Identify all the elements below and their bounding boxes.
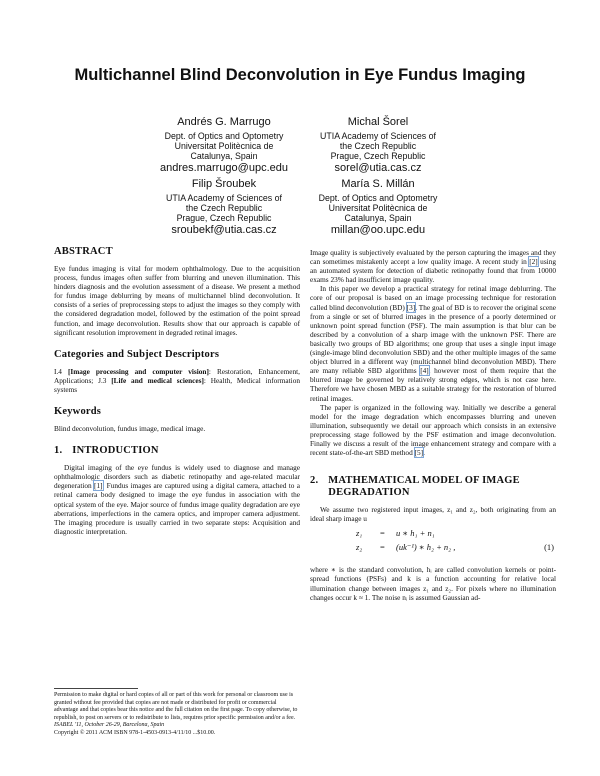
equation-rhs: (uk⁻¹) ∗ h₂ + n₂ , <box>396 542 456 553</box>
equation-rhs: u ∗ h₁ + n₁ <box>396 528 435 539</box>
citation-link[interactable]: [5] <box>414 448 424 458</box>
equation-equals: = <box>380 542 385 553</box>
section-number: 1. <box>54 445 63 457</box>
abstract-heading: ABSTRACT <box>54 246 113 257</box>
category-bold: [Life and medical sciences] <box>111 375 204 385</box>
section-title: MATHEMATICAL MODEL OF IMAGE DEGRADATION <box>328 475 520 499</box>
section-2-paragraph: where ∗ is the standard convolution, hᵢ are called convolution kernels or point-spread functions (PSFs) and k is a function accounting for relative local illumination change between images z₁ and z₂. For pixels where no illumination changes occur k ≈ 1. The noise nᵢ is assumed Gaussian ad- <box>310 565 556 602</box>
author-email: andres.marrugo@upc.edu <box>160 161 288 174</box>
citation-link[interactable]: [4] <box>420 366 429 376</box>
keywords-text: Blind deconvolution, fundus image, medical image. <box>54 424 206 434</box>
equation-equals: = <box>380 528 385 539</box>
category-code: I.4 <box>54 366 68 376</box>
section-2-heading <box>310 475 556 499</box>
equation-lhs: z₁ <box>356 528 363 539</box>
footnote-copyright: Copyright © 2011 ACM ISBN 978-1-4503-0913-4/11/10 ...$10.00. <box>54 729 216 736</box>
text-run: . Fundus images are captured using a digital camera, attached to a retinal camera body designed to image the eye fundus in association with the optical system of the eye. Major source of fundus image quality degradation are eye aberrations, imperfections in the camera optics, and improper camera adjustment. The imaging procedure is usually carried in two separate steps: Acquisition and diagnostic interpretation. <box>54 481 300 536</box>
text-run: Image quality is subjectively evaluated by the person capturing the images and they can sometimes mistakenly accept a low quality image. A recent study in <box>310 248 556 267</box>
equation-1 <box>310 529 556 559</box>
footnote-permission: Permission to make digital or hard copies of all or part of this work for personal or classroom use is granted without fee provided that copies are not made or distributed for profit or commercial advantage and that copies bear this notice and the full citation on the first page. To copy otherwise, to republish, to post on servers or to redistribute to lists, requires prior specific permission and/or a fee. <box>54 692 298 721</box>
author-email: sorel@utia.cas.cz <box>334 161 422 174</box>
intro-paragraph-cont <box>310 248 556 284</box>
author-block-4 <box>302 178 454 237</box>
text-run: Digital imaging of the eye fundus is widely used to diagnose and manage ophthalmologic disorders such as diabetic retinopathy and age-related macular degeneration <box>54 463 300 491</box>
author-block-3 <box>148 178 300 237</box>
author-affiliation: Prague, Czech Republic <box>176 213 272 224</box>
author-affiliation: the Czech Republic <box>339 141 417 152</box>
category-text: : Restoration, Enhancement, Applications; J.3 <box>54 366 300 385</box>
author-affiliation: Catalunya, Spain <box>344 213 412 224</box>
author-affiliation: Universitat Politècnica de <box>174 141 274 152</box>
author-block-1 <box>148 116 300 175</box>
author-name: Andrés G. Marrugo <box>177 116 271 128</box>
abstract-text: Eye fundus imaging is vital for modern ophthalmology. Due to the acquisition process, fundus images often suffer from blurring and uneven illumination. This hinders diagnosis and the evolution assessment of a disease. We present a method for fundus image deblurring by means of multichannel blind deconvolution. It consists of a series of preprocessing steps to adjust the images so they comply with the considered degradation model, followed by the estimation of the point spread function, and image deconvolution. Results show that our approach is capable of significant resolution improvement in degraded retinal images. <box>54 264 300 337</box>
section-number: 2. <box>310 475 319 487</box>
intro-paragraph <box>54 463 300 536</box>
copyright-footnote <box>54 692 300 738</box>
categories-heading: Categories and Subject Descriptors <box>54 348 220 360</box>
intro-paragraph <box>310 403 556 458</box>
author-email: sroubekf@utia.cas.cz <box>171 223 277 236</box>
category-bold: [Image processing and computer vision] <box>67 366 209 376</box>
categories-section <box>54 349 300 394</box>
footnote-rule <box>54 688 138 689</box>
author-affiliation: Universitat Politècnica de <box>328 203 428 214</box>
author-block-2 <box>302 116 454 175</box>
categories-text <box>54 367 300 394</box>
author-name: Filip Šroubek <box>191 178 257 190</box>
author-affiliation: the Czech Republic <box>185 203 263 214</box>
text-run: The paper is organized in the following way. Initially we describe a general model for the image degradation which encompasses blurring and uneven illumination, subsequently we detail our approach which consists in an extensive preprocessing stage followed by the PSF estimation and image deconvolution. Finally we discuss a result of the image enhancement strategy and compare with a recent state-of-the-art SBD method <box>310 402 556 458</box>
author-email: millan@oo.upc.edu <box>330 223 426 236</box>
section-2-paragraph: We assume two registered input images, z₁ and z₂, both originating from an ideal sharp image u <box>310 505 556 524</box>
footnote-venue: ISABEL '11, October 26-29, Barcelona, Spain <box>54 722 165 729</box>
author-name: María S. Millán <box>341 178 415 190</box>
equation-number: (1) <box>544 542 554 553</box>
introduction-heading <box>54 445 300 457</box>
section-2 <box>310 475 556 602</box>
intro-paragraph <box>310 284 556 402</box>
left-column <box>54 246 300 548</box>
text-run: In this paper we develop a practical strategy for retinal image deblurring. The core of our proposal is based on an image processing technique for restoration called blind deconvolution (BD) <box>310 284 556 312</box>
author-affiliation: UTIA Academy of Sciences of <box>320 131 436 141</box>
author-affiliation: Catalunya, Spain <box>190 151 258 162</box>
author-affiliation: Dept. of Optics and Optometry <box>164 131 284 141</box>
text-run: , however most of them require that the blurred image be governed by relatively strong edges, which is not case here. Therefore we have chosen MBD as a suitable strategy for the restoration of blurred retinal images. <box>310 366 556 403</box>
author-affiliation: Dept. of Optics and Optometry <box>318 193 438 203</box>
text-run: . The goal of BD is to recover the original scene from a single or set of blurred images in the presence of a poorly determined or unknown point spread function (PSF). The main assumption is that blur can be described by a convolution of a sharp image with the unknown PSF. There are basically two groups of BD algorithms; one group that uses a single input image (single-image blind deconvolution SBD) and the other multiple images of the same object blurred in a different way (multichannel blind deconvolution MBD). There are many reliable SBD algorithms <box>310 302 556 376</box>
keywords-heading: Keywords <box>54 406 102 418</box>
text-run: using an automated system for detection of diabetic retinopathy found that from 10000 exams 23% had insufficient image quality. <box>310 257 556 285</box>
citation-link[interactable]: [2] <box>529 257 538 267</box>
equation-lhs: z₂ <box>356 542 363 553</box>
citation-link[interactable]: [1] <box>94 481 103 491</box>
right-column <box>310 248 556 614</box>
introduction-section <box>54 445 300 536</box>
abstract-section <box>54 246 300 337</box>
author-name: Michal Šorel <box>347 116 409 128</box>
keywords-section <box>54 406 300 433</box>
category-text: : Health, Medical information systems <box>54 375 300 394</box>
citation-link[interactable]: [3] <box>406 302 416 312</box>
author-affiliation: UTIA Academy of Sciences of <box>166 193 282 203</box>
paper-title: Multichannel Blind Deconvolution in Eye Fundus Imaging <box>74 66 526 84</box>
author-affiliation: Prague, Czech Republic <box>330 151 426 162</box>
text-run: . <box>423 448 425 458</box>
section-title: INTRODUCTION <box>72 445 159 457</box>
